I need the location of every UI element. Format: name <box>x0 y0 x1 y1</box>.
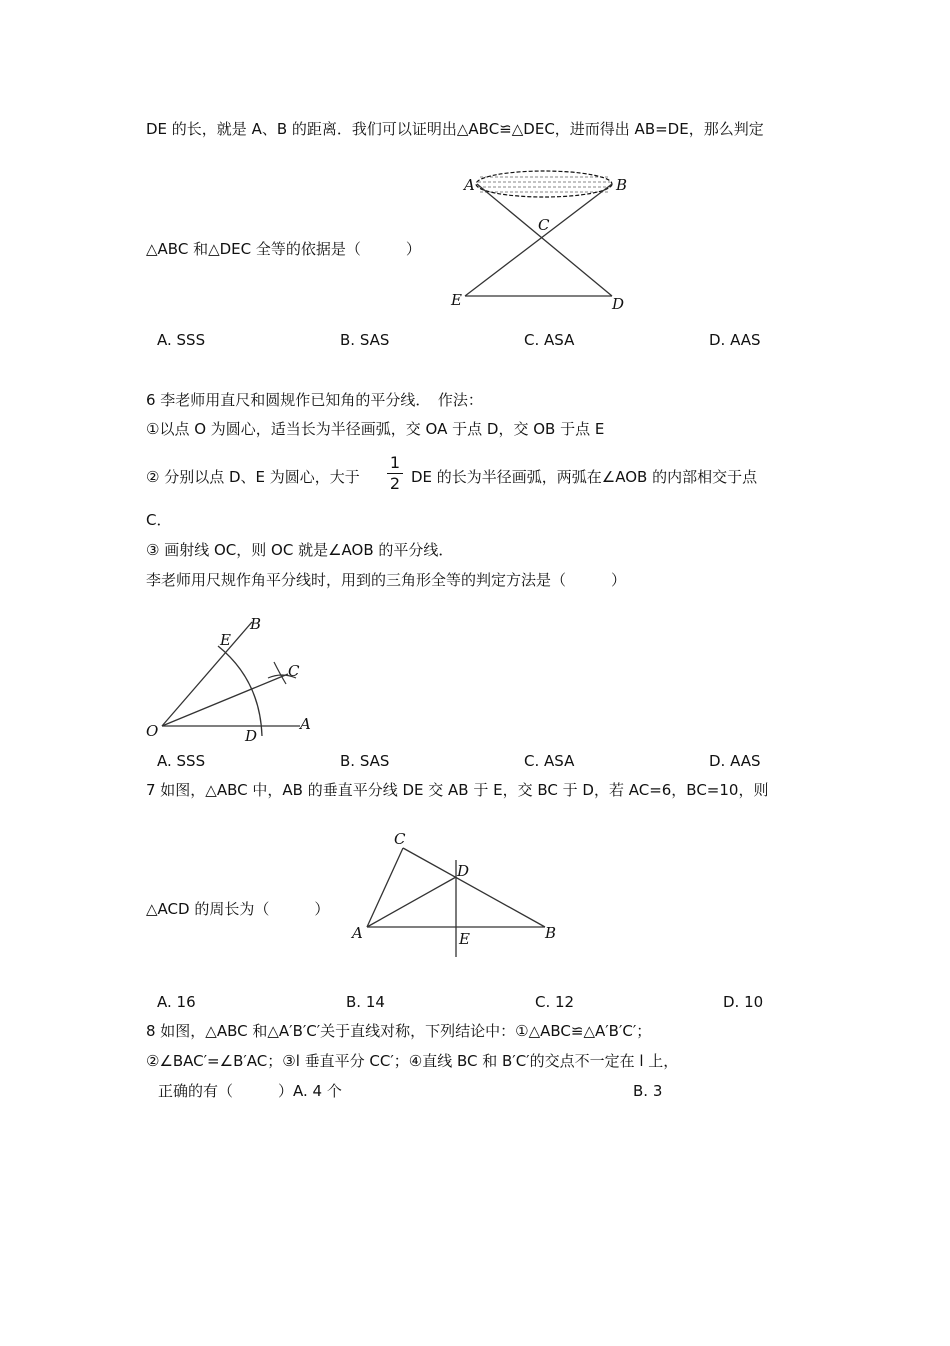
q5-label-E: E <box>451 291 462 309</box>
q5-pond-ellipse <box>476 171 612 197</box>
q7-label-C: C <box>394 830 406 848</box>
q6-arc-from-D <box>274 662 286 684</box>
q7-text-line2: △ACD 的周长为（ ） <box>146 900 330 918</box>
q6-arc-DE <box>218 646 262 736</box>
q7-segment-AD <box>367 877 456 927</box>
q6-text-line2: ①以点 O 为圆心，适当长为半径画弧，交 OA 于点 D，交 OB 于点 E <box>146 420 605 438</box>
q5-label-D: D <box>612 295 625 313</box>
q5-option-a[interactable]: A. SSS <box>157 331 206 349</box>
q7-label-A: A <box>352 924 363 942</box>
q6-label-O: O <box>146 722 159 740</box>
q7-text-line1: 7 如图，△ABC 中，AB 的垂直平分线 DE 交 AB 于 E，交 BC 于 D，若 AC=6，BC=10，则 <box>146 781 769 799</box>
q6-option-b[interactable]: B. SAS <box>340 752 390 770</box>
q6-text-line4: C． <box>146 511 172 529</box>
q5-option-c[interactable]: C. ASA <box>524 331 575 349</box>
q6-fraction-denominator: 2 <box>389 474 401 493</box>
q6-option-c[interactable]: C. ASA <box>524 752 575 770</box>
q6-fraction-numerator: 1 <box>389 453 401 472</box>
q8-text-line3: 正确的有（ ）A. 4 个 <box>158 1082 342 1100</box>
q7-figure <box>345 825 565 960</box>
q5-line-BE <box>465 184 612 296</box>
q8-option-b[interactable]: B. 3 <box>633 1082 663 1100</box>
q6-text-line6: 李老师用尺规作角平分线时，用到的三角形全等的判定方法是（ ） <box>146 571 627 589</box>
q7-side-AC <box>367 848 403 927</box>
q6-label-C: C <box>288 662 300 680</box>
q6-text-line3-after: DE 的长为半径画弧，两弧在∠AOB 的内部相交于点 <box>411 468 758 486</box>
q6-ray-OB <box>162 622 252 726</box>
q7-option-c[interactable]: C. 12 <box>535 993 575 1011</box>
q7-label-D: D <box>457 862 470 880</box>
q8-text-line1: 8 如图，△ABC 和△A′B′C′关于直线对称，下列结论中：①△ABC≌△A′B′C′； <box>146 1022 652 1040</box>
q6-text-line3-before: ② 分别以点 D、E 为圆心，大于 <box>146 468 360 486</box>
q7-option-a[interactable]: A. 16 <box>157 993 196 1011</box>
q5-label-C: C <box>538 216 550 234</box>
q7-option-d[interactable]: D. 10 <box>723 993 764 1011</box>
q8-text-line2: ②∠BAC′=∠B′AC；③l 垂直平分 CC′；④直线 BC 和 B′C′的交点不一定在 l 上， <box>146 1052 679 1070</box>
q5-option-d[interactable]: D. AAS <box>709 331 761 349</box>
q6-ray-OC <box>162 674 288 726</box>
q6-label-A: A <box>300 715 311 733</box>
q5-line-AD <box>477 184 612 296</box>
q6-option-a[interactable]: A. SSS <box>157 752 206 770</box>
q5-option-b[interactable]: B. SAS <box>340 331 390 349</box>
q6-figure <box>140 610 330 745</box>
q6-label-D: D <box>245 727 258 745</box>
q5-label-A: A <box>464 176 475 194</box>
q6-fraction-half <box>387 454 403 493</box>
q6-label-B: B <box>250 615 262 633</box>
q5-text-line2: △ABC 和△DEC 全等的依据是（ ） <box>146 240 421 258</box>
q6-label-E: E <box>220 631 231 649</box>
q6-option-d[interactable]: D. AAS <box>709 752 761 770</box>
q6-text-line1: 6 李老师用直尺和圆规作已知角的平分线． 作法： <box>146 391 483 409</box>
q5-label-B: B <box>616 176 628 194</box>
q6-text-line5: ③ 画射线 OC，则 OC 就是∠AOB 的平分线． <box>146 541 454 559</box>
q7-option-b[interactable]: B. 14 <box>346 993 385 1011</box>
q7-side-CB <box>403 848 545 927</box>
q5-figure <box>440 165 660 315</box>
q5-text-line1: DE 的长，就是 A、B 的距离．我们可以证明出△ABC≌△DEC，进而得出 AB=DE，那么判定 <box>146 120 764 138</box>
q7-label-E: E <box>459 930 470 948</box>
q7-label-B: B <box>545 924 557 942</box>
